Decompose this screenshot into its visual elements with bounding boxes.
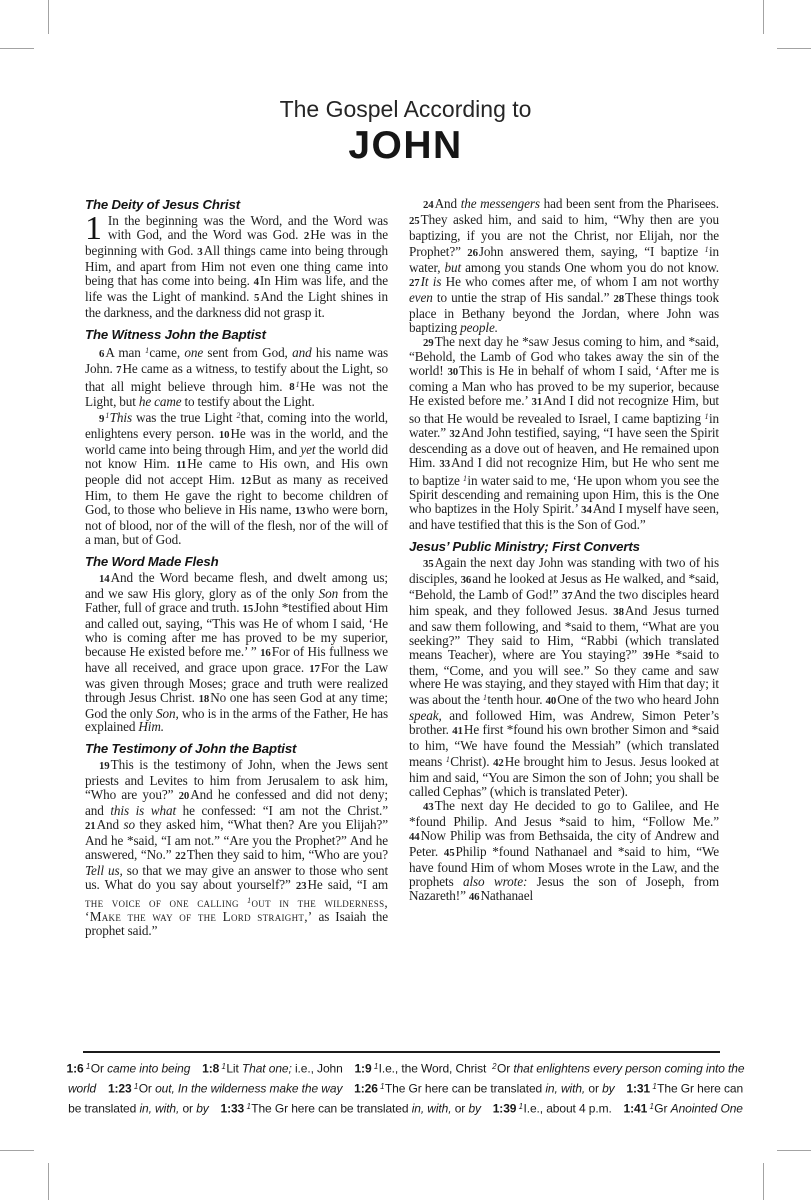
italic-text: in, with, xyxy=(139,1101,180,1116)
verse-number: 10 xyxy=(218,429,230,442)
italic-text: that enlightens every person coming into the world xyxy=(67,1061,745,1096)
crop-mark-top-left-vertical xyxy=(48,0,49,34)
verse-number: 7 xyxy=(116,363,122,376)
italic-text: the messengers xyxy=(460,197,540,211)
verse-number: 29 xyxy=(423,336,434,349)
bold-text: 1:23 xyxy=(107,1081,132,1096)
footnote-marker: 1 xyxy=(482,693,487,703)
verse-number: 4 xyxy=(253,275,259,288)
verse-number: 17 xyxy=(309,662,320,675)
verse-number: 28 xyxy=(613,292,625,305)
verse-number: 37 xyxy=(561,589,573,602)
verse-number: 19 xyxy=(99,760,110,773)
italic-text: people. xyxy=(460,319,498,335)
verse-paragraph: 24And the messengers had been sent from the Pharisees. 25They asked him, and said to him, “Why then are you baptizing, if you are not the Christ, nor Elijah, nor the Prophet?” 26John answered them, saying, “I baptize $^1$in water, but among you stands One whom you do not know. 27It is He who comes after me, of whom I am not worthy even to untie the strap of His sandal.” 28These things took place in Bethany beyond the Jordan, where John was baptizing people. xyxy=(409,197,719,335)
book-series-title: The Gospel According to xyxy=(279,96,532,122)
footnote-marker: 1 xyxy=(221,1062,226,1071)
verse-number: 45 xyxy=(443,846,455,859)
italic-text: one xyxy=(184,344,204,360)
italic-text: out, In the wilderness make the way xyxy=(155,1081,343,1096)
italic-text: this is what xyxy=(110,803,177,819)
crop-mark-bottom-right-horizontal xyxy=(777,1150,811,1151)
italic-text: in, with, xyxy=(411,1101,452,1116)
verse-number: 34 xyxy=(581,503,592,516)
small-caps-text: the voice of one calling xyxy=(85,894,248,910)
italic-text: by xyxy=(602,1081,615,1096)
verse-number: 9 xyxy=(99,413,105,426)
bold-text: 1:39 xyxy=(492,1101,517,1116)
section-heading: Jesus’ Public Ministry; First Converts xyxy=(409,538,640,554)
verse-number: 22 xyxy=(175,850,186,863)
italic-text: This xyxy=(109,410,132,426)
section-heading: The Deity of Jesus Christ xyxy=(85,197,240,212)
right-column xyxy=(409,197,719,1053)
italic-text: in, with, xyxy=(545,1081,586,1096)
crop-mark-top-right-vertical xyxy=(763,0,764,34)
chapter-number-drop-cap: 1 xyxy=(85,210,102,247)
verse-number: 31 xyxy=(531,396,543,409)
verse-paragraph: 43The next day He decided to go to Galilee, and He *found Philip. And Jesus *said to him, “Follow Me.” 44Now Philip was from Bethsaida, the city of Andrew and Peter. 45Philip *found Nathanael and *said to him, “We have found Him of whom Moses wrote in the Law, and the prophets also wrote: Jesus the son of Joseph, from Nazareth!” 46Nathanael xyxy=(409,797,719,903)
italic-text: and xyxy=(292,344,312,360)
verse-number: 35 xyxy=(423,557,434,570)
footnote-marker: 1 xyxy=(133,1082,139,1092)
footnote-marker: 1 xyxy=(105,411,110,421)
verse-number: 20 xyxy=(178,790,190,803)
verse-number: 33 xyxy=(439,458,451,471)
verse-number: 26 xyxy=(467,246,478,259)
verse-number: 27 xyxy=(409,276,420,289)
footnote-marker: 1 xyxy=(652,1082,657,1092)
footnote-marker: 1 xyxy=(246,1102,251,1112)
left-column xyxy=(85,197,388,1053)
bold-text: 1:41 xyxy=(623,1101,648,1116)
verse-number: 39 xyxy=(642,649,654,662)
footnote-marker: 1 xyxy=(649,1102,654,1112)
section-heading: The Word Made Flesh xyxy=(85,553,219,569)
footnote-divider-rule xyxy=(83,1051,720,1053)
chapter-opening-paragraph: 1 In the beginning was the Word, and the Word was with God, and the Word was God. 2He was in the beginning with God. 3All things came into being through Him, and apart from Him not even one thing came into being that has come into being. 4In Him was life, and the life was the Light of mankind. 5And the Light shines in the darkness, and the darkness did not grasp it. xyxy=(85,210,388,320)
italic-text: Him. xyxy=(138,719,164,735)
verse-number: 12 xyxy=(240,475,252,488)
italic-text: That one; xyxy=(241,1061,292,1076)
verse-number: 42 xyxy=(493,757,504,770)
italic-text: speak, xyxy=(409,708,442,724)
italic-text: so xyxy=(123,817,135,833)
verse-number: 41 xyxy=(452,725,463,738)
verse-number: 24 xyxy=(423,199,434,211)
verse-number: 13 xyxy=(294,505,306,518)
bold-text: 1:31 xyxy=(626,1081,651,1096)
footnote-marker: 2 xyxy=(492,1062,497,1071)
italic-text: by xyxy=(196,1101,209,1116)
italic-text: yet xyxy=(300,442,316,458)
footnote-marker: 1 xyxy=(704,412,709,422)
verse-number: 8 xyxy=(289,381,295,394)
verse-number: 25 xyxy=(409,214,420,227)
italic-text: Son, xyxy=(156,705,179,721)
footnote-marker: 1 xyxy=(295,379,300,389)
bold-text: 1:33 xyxy=(220,1101,245,1116)
verse-number: 23 xyxy=(295,880,307,893)
italic-text: It is xyxy=(420,273,442,289)
italic-text: but xyxy=(444,259,462,275)
section-heading: The Testimony of John the Baptist xyxy=(85,741,297,757)
verse-number: 43 xyxy=(423,800,434,813)
footnote-marker: 2 xyxy=(236,411,241,421)
verse-number: 21 xyxy=(85,820,96,833)
verse-number: 3 xyxy=(197,245,203,258)
verse-paragraph: $9^1This$ was the true Light $^2$that, coming into the world, enlightens every person. 10He was in the world, and the world came into being through Him, and yet the world did not know Him. 11He came to His own, and His own people did not accept Him. 12But as many as received Him, to them He gave the right to become children of God, to those who believe in His name, 13who were born, not of blood, nor of the will of the flesh, nor of the will of a man, but of God. xyxy=(85,410,389,547)
footnote-marker: 1 xyxy=(373,1062,379,1071)
footnote-marker: 1 xyxy=(85,1062,91,1071)
verse-number: 5 xyxy=(254,291,260,304)
italic-text: Anointed One xyxy=(670,1101,743,1116)
italic-text: he came xyxy=(138,394,182,410)
bold-text: 1:6 xyxy=(66,1061,84,1076)
bold-text: 1:26 xyxy=(354,1081,378,1096)
italic-text: Tell us, xyxy=(85,863,123,879)
bold-text: 1:9 xyxy=(354,1061,372,1076)
footnotes: 1:6 $^1$Or came into being 1:8 $^1$Lit That one; i.e., John 1:9 $^1$I.e., the Word, Christ $^2$Or that enlightens every person coming into the world 1:23 $^1$Or out, In the wilderness make the way 1:26 $^1$The Gr here can be translated in, with, or by 1:31 $^1$The Gr here can be translated in, with, or by 1:33 $^1$The Gr here can be translated in, with, or by 1:39 $^1$I.e., about 4 p.m. 1:41 $^1$Gr Anointed One xyxy=(66,1061,745,1116)
book-header xyxy=(0,96,811,168)
verse-paragraph: 35Again the next day John was standing with two of his disciples, 36and he looked at Jesus as He walked, and *said, “Behold, the Lamb of God!” 37And the two disciples heard him speak, and they followed Jesus. 38And Jesus turned and saw them following, and *said to them, “What are you seeking?” They said to Him, “Rabbi (which translated means Teacher), where are You staying?” 39He *said to them, “Come, and you will see.” So they came and saw where He was staying, and they stayed with Him that day; it was about the $^1$tenth hour. 40One of the two who heard John speak, and followed Him, was Andrew, Simon Peter’s brother. 41He first *found his own brother Simon and *said to him, “We have found the Messiah” (which translated means $^1$Christ). 42He brought him to Jesus. Jesus looked at him and said, “You are Simon the son of John; you shall be called Cephas” (which is translated Peter). xyxy=(409,554,719,800)
verse-number: 11 xyxy=(176,459,187,472)
verse-number: 36 xyxy=(460,573,472,586)
verse-paragraph: 19This is the testimony of John, when the Jews sent priests and Levites to him from Jerusalem to ask him, “Who are you?” 20And he confessed and did not deny; and this is what he confessed: “I am not the Christ.” 21And so they asked him, “What then? Are you Elijah?” And he *said, “I am not.” “Are you the Prophet?” And he answered, “No.” 22Then they said to him, “Who are you? Tell us, so that we may give an answer to those who sent us. What do you say about yourself?” 23He said, “I am the voice of one calling $^1$out in the wilderness, ‘Make the way of the Lord straight,’ as Isaiah the prophet said.” xyxy=(85,757,389,938)
crop-mark-top-left-horizontal xyxy=(0,48,34,49)
footnote-marker: 1 xyxy=(445,755,450,765)
italic-text: also wrote: xyxy=(462,873,528,889)
italic-text: by xyxy=(468,1101,481,1116)
italic-text: came into being xyxy=(107,1061,191,1076)
verse-number: 38 xyxy=(613,605,624,618)
book-title: JOHN xyxy=(348,124,463,167)
crop-mark-bottom-left-vertical xyxy=(48,1163,49,1200)
small-caps-text: out in the wilderness, ‘Make the way of the Lord straight,’ xyxy=(85,894,388,924)
verse-paragraph: 14And the Word became flesh, and dwelt among us; and we saw His glory, glory as of the only Son from the Father, full of grace and truth. 15John *testified about Him and called out, saying, “This was He of whom I said, ‘He who is coming after me has proved to be my superior, because He existed before me.’ ” 16For of His fullness we have all received, and grace upon grace. 17For the Law was given through Moses; grace and truth were realized through Jesus Christ. 18No one has seen God at any time; God the only Son, who is in the arms of the Father, He has explained Him. xyxy=(85,569,389,735)
section-heading: The Witness John the Baptist xyxy=(85,326,266,342)
bold-text: 1:8 xyxy=(202,1061,220,1076)
footnote-marker: 1 xyxy=(247,895,251,905)
verse-number: 40 xyxy=(545,695,557,708)
verse-number: 44 xyxy=(409,830,420,843)
footnote-marker: 1 xyxy=(463,474,467,484)
verse-number: 18 xyxy=(198,692,210,705)
footnote-marker: 1 xyxy=(145,345,149,355)
verse-number: 2 xyxy=(303,229,310,242)
verse-number: 32 xyxy=(449,428,461,441)
crop-mark-top-right-horizontal xyxy=(777,48,811,49)
verse-number: 30 xyxy=(447,366,459,379)
two-column-text-area xyxy=(85,197,719,1053)
verse-paragraph: 29The next day he *saw Jesus coming to him, and *said, “Behold, the Lamb of God who takes away the sin of the world! 30This is He in behalf of whom I said, ‘After me is coming a Man who has proved to be my superior, because He existed before me.’ 31And I did not recognize Him, but so that He would be revealed to Israel, I came baptizing $^1$in water.” 32And John testified, saying, “I have seen the Spirit descending as a dove out of heaven, and He remained upon Him. 33And I did not recognize Him, but He who sent me to baptize $^1$in water said to me, ‘He upon whom you see the Spirit descending and remaining upon Him, this is the One who baptizes in the Holy Spirit.’ 34And I myself have seen, and have testified that this is the Son of God.” xyxy=(409,333,719,532)
verse-number: 16 xyxy=(260,646,271,659)
footnote-marker: 1 xyxy=(518,1102,523,1112)
verse-number: 46 xyxy=(468,890,480,903)
crop-mark-bottom-left-horizontal xyxy=(0,1150,34,1151)
italic-text: even xyxy=(409,289,433,305)
footnote-marker: 1 xyxy=(704,244,709,254)
verse-number: 14 xyxy=(99,572,110,585)
verse-number: 6 xyxy=(99,347,105,360)
verse-paragraph: 6A man $^1$came, one sent from God, and his name was John. 7He came as a witness, to testify about the Light, so that all might believe through him. $8^1He$ was not the Light, but he came to testify about the Light. xyxy=(85,344,388,410)
crop-mark-bottom-right-vertical xyxy=(763,1163,764,1200)
italic-text: Son xyxy=(318,585,339,601)
verse-number: 15 xyxy=(242,602,254,615)
footnote-marker: 1 xyxy=(380,1082,385,1092)
